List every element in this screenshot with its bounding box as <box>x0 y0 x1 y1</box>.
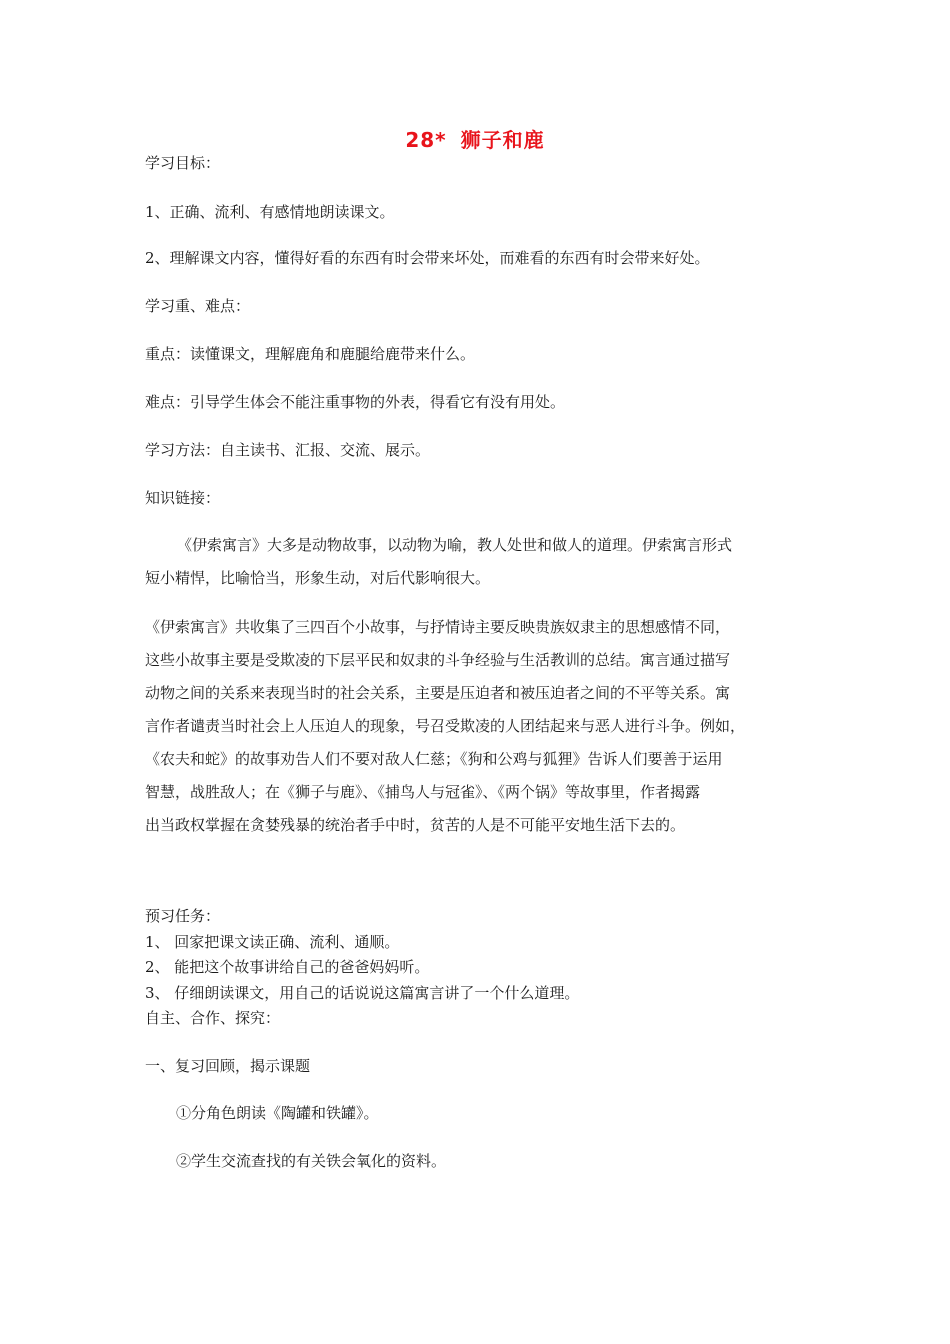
paragraph-line: 短小精悍，比喻恰当，形象生动，对后代影响很大。 <box>145 569 491 587</box>
paragraph-line: 《伊索寓言》共收集了三四百个小故事，与抒情诗主要反映贵族奴隶主的思想感情不同， <box>145 618 731 636</box>
page-title <box>0 124 950 153</box>
preview-item-1: 1、 回家把课文读正确、流利、通顺。 <box>145 933 400 951</box>
paragraph-line: 这些小故事主要是受欺凌的下层平民和奴隶的斗争经验与生活教训的总结。寓言通过描写 <box>145 651 731 669</box>
goals-heading: 学习目标： <box>145 154 221 172</box>
paragraph-line: 《农夫和蛇》的故事劝告人们不要对敌人仁慈；《狗和公鸡与狐狸》告诉人们要善于运用 <box>145 750 723 768</box>
knowledge-heading: 知识链接： <box>145 489 221 507</box>
section-1-heading: 一、复习回顾，揭示课题 <box>145 1057 311 1075</box>
study-method: 学习方法：自主读书、汇报、交流、展示。 <box>145 441 431 459</box>
cooperate-heading: 自主、合作、探究： <box>145 1009 281 1027</box>
section-1-item-1: ①分角色朗读《陶罐和铁罐》。 <box>176 1104 379 1122</box>
title-number: 28* <box>405 128 447 152</box>
goal-item-2: 2、理解课文内容，懂得好看的东西有时会带来坏处，而难看的东西有时会带来好处。 <box>145 249 710 267</box>
paragraph-line: 动物之间的关系来表现当时的社会关系，主要是压迫者和被压迫者之间的不平等关系。寓 <box>145 684 731 702</box>
paragraph-line: 《伊索寓言》大多是动物故事，以动物为喻，教人处世和做人的道理。伊索寓言形式 <box>177 536 733 554</box>
goal-item-1: 1、正确、流利、有感情地朗读课文。 <box>145 203 395 221</box>
key-point: 重点：读懂课文，理解鹿角和鹿腿给鹿带来什么。 <box>145 345 476 363</box>
paragraph-line: 智慧，战胜敌人；在《狮子与鹿》、《捕鸟人与冠雀》、《两个锅》等故事里，作者揭露 <box>145 783 701 801</box>
key-points-heading: 学习重、难点： <box>145 297 251 315</box>
paragraph-line: 出当政权掌握在贪婪残暴的统治者手中时，贫苦的人是不可能平安地生活下去的。 <box>145 816 686 834</box>
section-1-item-2: ②学生交流查找的有关铁会氧化的资料。 <box>176 1152 447 1170</box>
title-text: 狮子和鹿 <box>460 128 545 152</box>
knowledge-paragraph-2 <box>145 617 813 848</box>
preview-heading: 预习任务： <box>145 907 221 925</box>
preview-item-3: 3、 仔细朗读课文，用自己的话说说这篇寓言讲了一个什么道理。 <box>145 984 580 1002</box>
paragraph-line: 言作者谴责当时社会上人压迫人的现象，号召受欺凌的人团结起来与恶人进行斗争。例如， <box>145 717 746 735</box>
difficult-point: 难点：引导学生体会不能注重事物的外表，得看它有没有用处。 <box>145 393 566 411</box>
preview-item-2: 2、 能把这个故事讲给自己的爸爸妈妈听。 <box>145 958 430 976</box>
knowledge-paragraph-1 <box>145 535 813 601</box>
